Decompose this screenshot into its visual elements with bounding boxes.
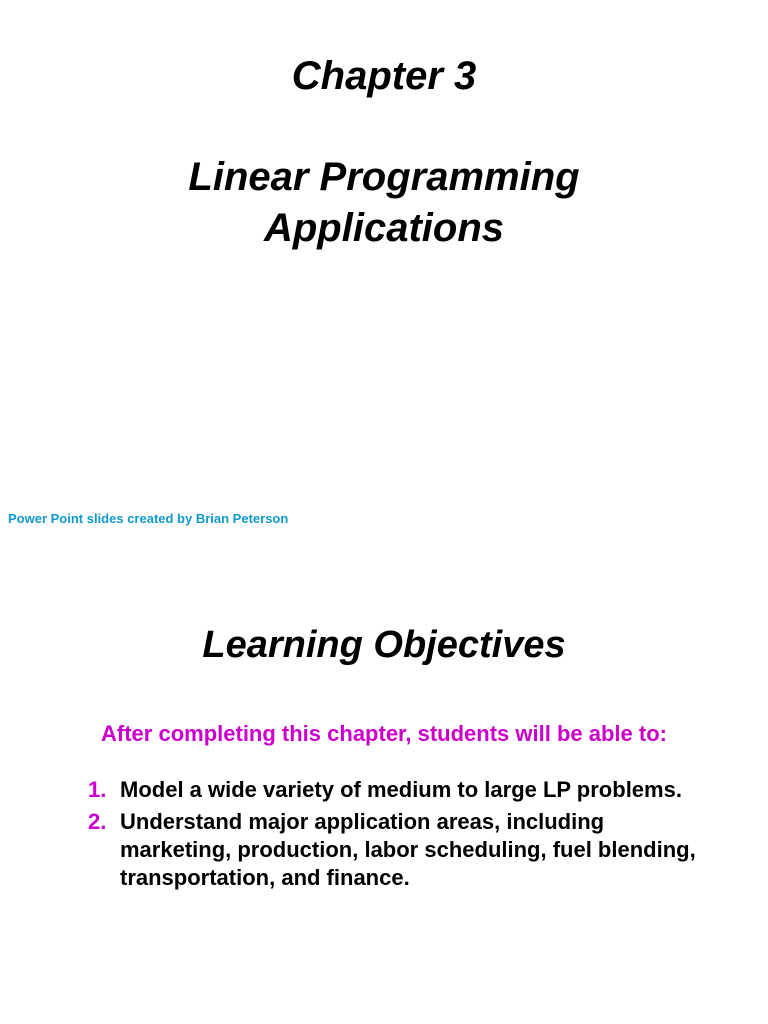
objective-text: Model a wide variety of medium to large LP problems.: [120, 777, 682, 802]
chapter-label: Chapter 3: [291, 54, 477, 98]
learning-objectives-heading: Learning Objectives: [202, 624, 566, 666]
learning-objectives-slide: [0, 560, 768, 1024]
objective-item: [88, 808, 708, 892]
learning-objectives-subtitle: After completing this chapter, students will be able to:: [101, 721, 667, 746]
chapter-title-line-2: Applications: [263, 206, 505, 250]
objective-text: Understand major application areas, including marketing, production, labor scheduling, fuel blending, transportation, and finance.: [120, 809, 696, 890]
objective-number: 2.: [88, 809, 107, 834]
objective-number: 1.: [88, 777, 107, 802]
chapter-title-line-1: Linear Programming: [188, 155, 580, 199]
objective-item: [88, 776, 708, 804]
chapter-title: [0, 152, 768, 254]
slides-credit: Power Point slides created by Brian Peterson: [8, 511, 289, 526]
objectives-list: [88, 776, 708, 896]
